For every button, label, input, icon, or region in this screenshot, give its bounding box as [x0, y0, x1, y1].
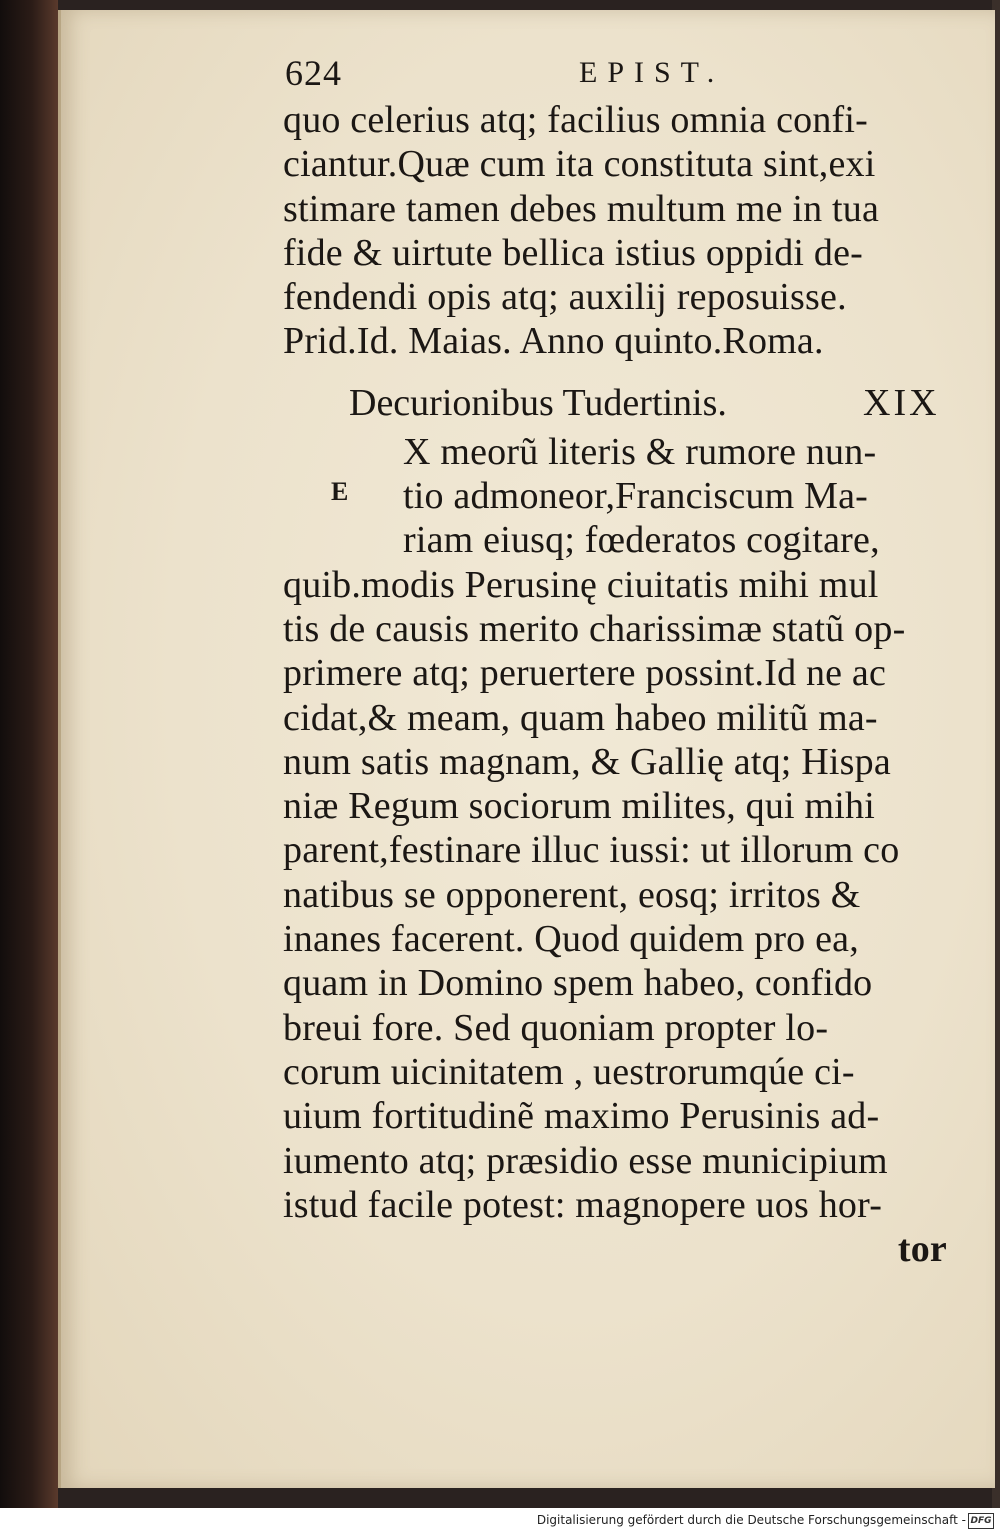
text-paragraph-2 [283, 430, 963, 1272]
text-line: primere atq; peruertere possint.Id ne ac [283, 652, 887, 695]
footer-bar [0, 1508, 1000, 1532]
letter-heading [283, 378, 963, 430]
text-line: fendendi opis atq; auxilij reposuisse. [283, 276, 847, 319]
text-line: num satis magnam, & Gallię atq; Hispa [283, 740, 891, 783]
text-line: quo celerius atq; facilius omnia confi- [283, 99, 868, 141]
page-header [283, 52, 963, 98]
text-line: Prid.Id. Maias. Anno quinto.Roma. [283, 320, 824, 363]
page-number: 624 [285, 53, 342, 93]
letter-number: XIX [863, 381, 940, 424]
text-line: X meorũ literis & rumore nun- [403, 430, 877, 473]
text-line: breui fore. Sed quoniam propter lo- [283, 1006, 829, 1049]
text-line: niæ Regum sociorum milites, qui mihi [283, 785, 875, 828]
text-line: tis de causis merito charissimæ statũ op- [283, 607, 906, 650]
text-line: fide & uirtute bellica istius oppidi de- [283, 231, 863, 274]
text-line: stimare tamen debes multum me in tua [283, 187, 880, 230]
text-line: cidat,& meam, quam habeo militũ ma- [283, 696, 878, 739]
dfg-logo-icon: DFG [968, 1513, 994, 1529]
catchword: tor [897, 1228, 947, 1271]
text-line: inanes facerent. Quod quidem pro ea, [283, 918, 859, 961]
text-line: riam eiusq; fœderatos cogitare, [403, 519, 880, 562]
text-line: quam in Domino spem habeo, confido [283, 962, 873, 1005]
text-line: quib.modis Perusinę ciuitatis mihi mul [283, 563, 879, 606]
running-title: EPIST. [579, 56, 725, 89]
text-line: corum uicinitatem , uestrorumqúe ci- [283, 1050, 855, 1093]
book-gutter-shadow [0, 0, 58, 1508]
text-line: uium fortitudinẽ maximo Perusinis ad- [283, 1095, 880, 1138]
initial-letter: E [331, 476, 349, 506]
text-line: iumento atq; præsidio esse municipium [283, 1139, 888, 1182]
letter-address: Decurionibus Tudertinis. [349, 381, 727, 424]
text-line: istud facile potest: magnopere uos hor- [283, 1183, 883, 1226]
text-line: parent,festinare illuc iussi: ut illorum co [283, 829, 900, 872]
page-text [283, 52, 963, 1271]
digitization-credit: Digitalisierung gefördert durch die Deutsche Forschungsgemeinschaft - [536, 1513, 966, 1527]
text-paragraph-1 [283, 98, 963, 364]
text-line: tio admoneor,Franciscum Ma- [403, 475, 869, 518]
text-line: natibus se opponerent, eosq; irritos & [283, 873, 861, 916]
text-line: ciantur.Quæ cum ita constituta sint,exi [283, 143, 876, 186]
